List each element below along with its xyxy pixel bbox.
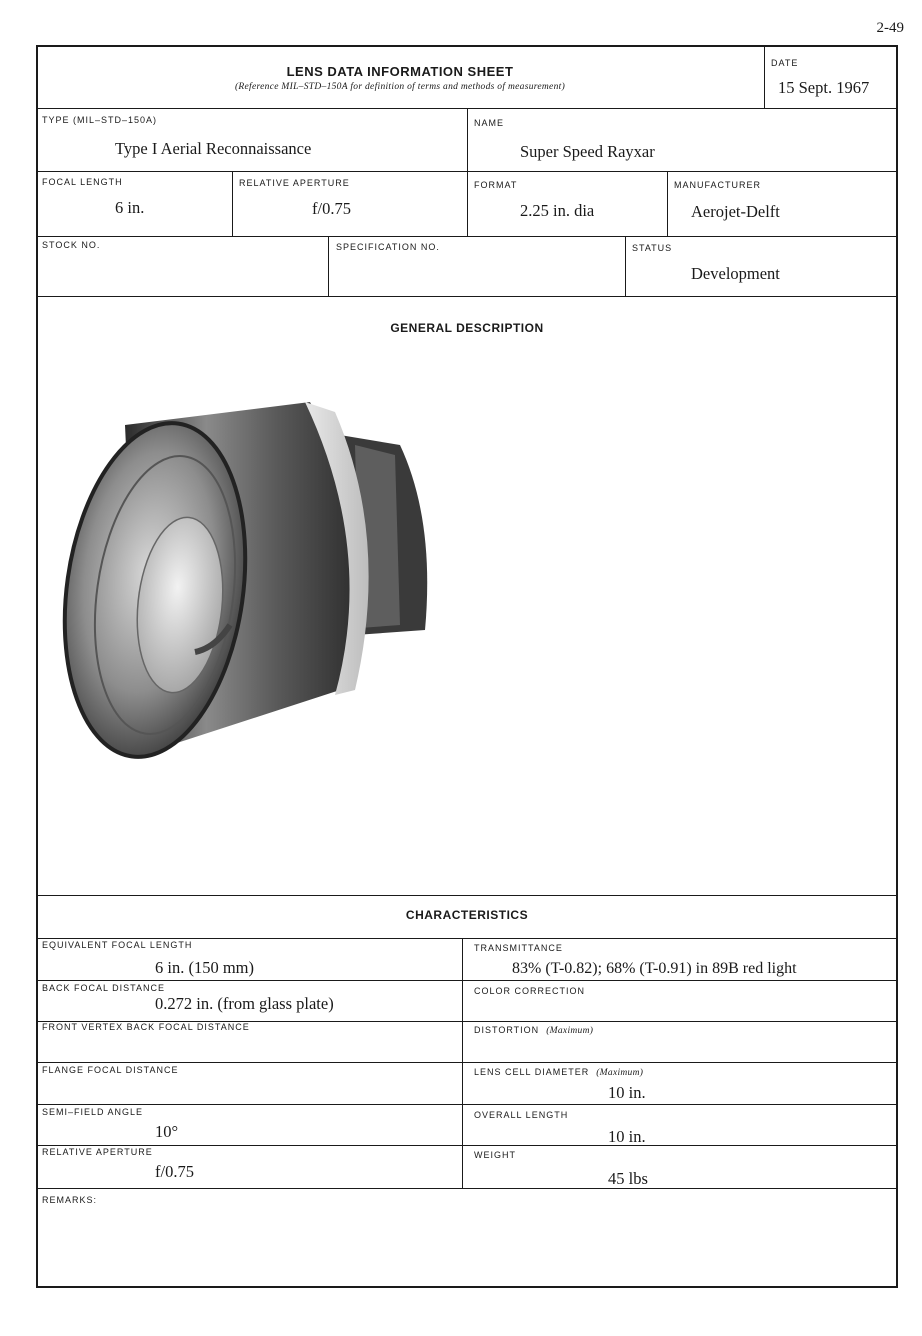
characteristics-heading: CHARACTERISTICS (405, 908, 529, 922)
divider (328, 236, 329, 297)
efl-label: EQUIVALENT FOCAL LENGTH (42, 940, 193, 950)
rel-aperture-value: f/0.75 (155, 1162, 194, 1181)
weight-value: 45 lbs (608, 1169, 648, 1188)
type-label: TYPE (MIL–STD–150A) (42, 115, 158, 125)
focal-length-label: FOCAL LENGTH (42, 177, 123, 187)
divider (467, 108, 468, 172)
format-label: FORMAT (474, 180, 518, 190)
efl-value: 6 in. (150 mm) (155, 958, 254, 977)
divider (36, 895, 898, 896)
distortion-note: (Maximum) (546, 1026, 594, 1036)
overall-length-value: 10 in. (608, 1127, 646, 1146)
weight-label: WEIGHT (474, 1150, 516, 1160)
date-label: DATE (771, 58, 799, 68)
cell-diameter-note: (Maximum) (596, 1068, 644, 1078)
name-value: Super Speed Rayxar (520, 142, 655, 161)
fvbfd-label: FRONT VERTEX BACK FOCAL DISTANCE (42, 1022, 250, 1032)
distortion-label (474, 1025, 593, 1036)
status-label: STATUS (632, 243, 673, 253)
general-description-heading: GENERAL DESCRIPTION (390, 321, 544, 335)
relative-aperture-value: f/0.75 (312, 199, 351, 218)
divider (36, 938, 898, 939)
manufacturer-label: MANUFACTURER (674, 180, 762, 190)
divider (232, 171, 233, 237)
transmittance-label: TRANSMITTANCE (474, 943, 563, 953)
remarks-label: REMARKS: (42, 1195, 98, 1205)
specification-label: SPECIFICATION NO. (336, 242, 440, 252)
divider (36, 296, 898, 297)
flange-label: FLANGE FOCAL DISTANCE (42, 1065, 179, 1075)
divider (625, 236, 626, 297)
bfd-value: 0.272 in. (from glass plate) (155, 994, 334, 1013)
manufacturer-value: Aerojet-Delft (691, 202, 780, 221)
semi-field-value: 10° (155, 1122, 179, 1141)
date-value: 15 Sept. 1967 (778, 78, 870, 97)
divider (462, 938, 463, 1189)
rel-aperture-label: RELATIVE APERTURE (42, 1147, 153, 1157)
transmittance-value: 83% (T-0.82); 68% (T-0.91) in 89B red light (512, 960, 797, 977)
cell-diameter-label-text: LENS CELL DIAMETER (474, 1067, 590, 1077)
relative-aperture-label: RELATIVE APERTURE (239, 178, 350, 188)
divider (36, 980, 898, 981)
semi-field-label: SEMI–FIELD ANGLE (42, 1107, 144, 1117)
reference-note: (Reference MIL–STD–150A for definition of terms and methods of measurement) (234, 82, 566, 92)
lens-photo (55, 390, 455, 770)
divider (36, 1188, 898, 1189)
divider (36, 1145, 898, 1146)
page-number: 2-49 (876, 20, 904, 36)
focal-length-value: 6 in. (115, 198, 145, 217)
divider (667, 171, 668, 237)
divider (467, 171, 468, 237)
sheet-title: LENS DATA INFORMATION SHEET (286, 64, 514, 79)
name-label: NAME (474, 118, 505, 128)
format-value: 2.25 in. dia (520, 201, 595, 220)
divider (764, 45, 765, 109)
divider (36, 1062, 898, 1063)
cell-diameter-label (474, 1067, 643, 1078)
status-value: Development (691, 264, 780, 283)
overall-length-label: OVERALL LENGTH (474, 1110, 569, 1120)
distortion-label-text: DISTORTION (474, 1025, 540, 1035)
stock-label: STOCK NO. (42, 240, 101, 250)
color-correction-label: COLOR CORRECTION (474, 986, 586, 996)
type-value: Type I Aerial Reconnaissance (115, 139, 312, 158)
divider (36, 1104, 898, 1105)
cell-diameter-value: 10 in. (608, 1083, 646, 1102)
bfd-label: BACK FOCAL DISTANCE (42, 983, 166, 993)
